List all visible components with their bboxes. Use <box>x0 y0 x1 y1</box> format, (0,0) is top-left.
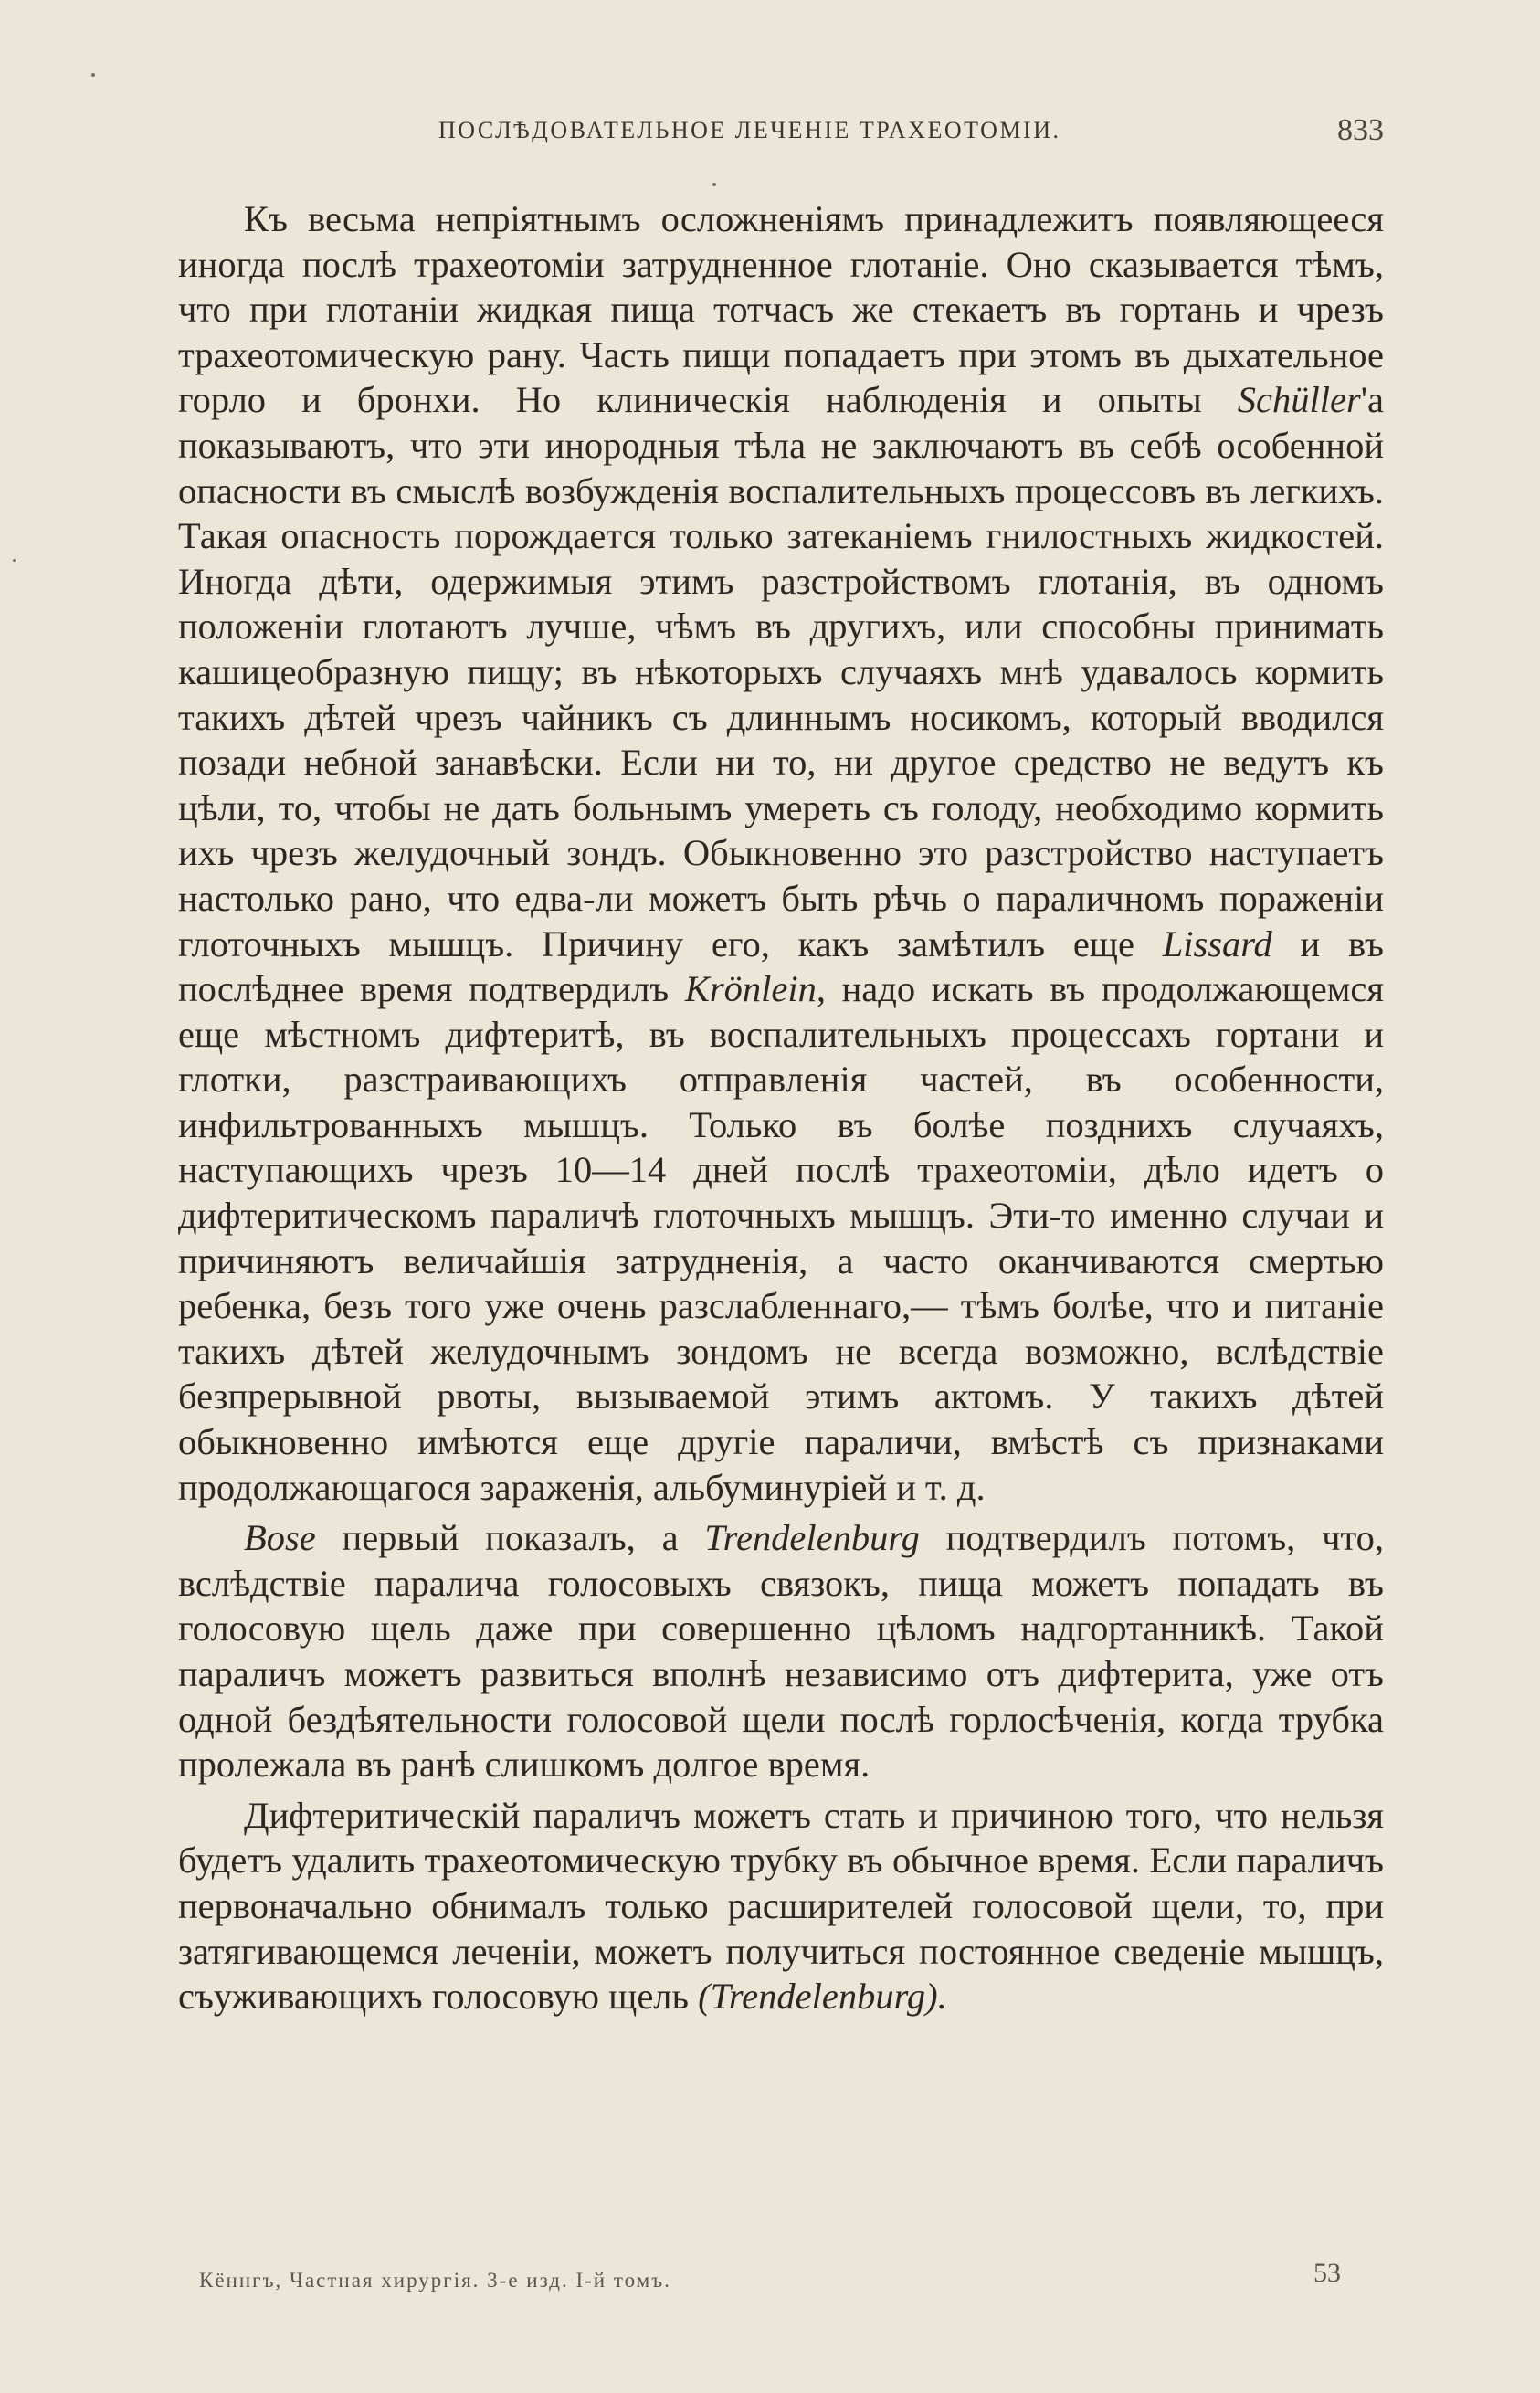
paper-speck <box>13 559 16 562</box>
text-run: первый показалъ, а <box>315 1517 705 1559</box>
paper-speck <box>91 73 95 77</box>
text-run: и въ послѣднее время подтвердилъ <box>178 922 1384 1010</box>
author-name: Schüller <box>1237 379 1361 421</box>
page-number: 833 <box>1337 113 1384 147</box>
text-run: , надо искать въ продолжающемся еще мѣстномъ дифтеритѣ, въ воспалительныхъ процессахъ гортани и глотки, разстраивающихъ отправленія частей, въ особенности, инфильтрованныхъ мышцъ. Только въ болѣе позднихъ случаяхъ, наступающихъ чрезъ 10—14 дней послѣ трахеотоміи, дѣло идетъ о дифтеритическомъ параличѣ глоточныхъ мышцъ. Эти-то именно случаи и причиняютъ величайшія затрудненія, а часто оканчиваются смертью ребенка, безъ того уже очень разслабленнаго,— тѣмъ болѣе, что и питаніе такихъ дѣтей желудочнымъ зондомъ не всегда возможно, вслѣдствіе безпрерывной рвоты, вызываемой этимъ актомъ. У такихъ дѣтей обыкновенно имѣются еще другіе параличи, вмѣстѣ съ признаками продолжающагося зараженія, альбуминуріей и т. д. <box>178 968 1384 1508</box>
paragraph <box>178 196 1384 1510</box>
paragraph <box>178 1515 1384 1787</box>
author-name: Krönlein <box>684 968 817 1010</box>
text-run: подтвердилъ потомъ, что, вслѣдствіе паралича голосовыхъ связокъ, пища можетъ попадать въ голосовую щель даже при совершенно цѣломъ надгортанникѣ. Такой параличъ можетъ развиться вполнѣ независимо отъ дифтерита, уже отъ одной бездѣятельности голосовой щели послѣ горлосѣченія, когда трубка пролежала въ ранѣ слишкомъ долгое время. <box>178 1517 1384 1786</box>
author-name: Lissard <box>1162 922 1272 965</box>
text-run: 'а показываютъ, что эти инородныя тѣла не заключаютъ въ себѣ особенной опасности въ смыслѣ возбужденія воспалительныхъ процессовъ въ легкихъ. Такая опасность порождается только затеканіемъ гнилостныхъ жидкостей. Иногда дѣти, одержимыя этимъ разстройствомъ глотанія, въ одномъ положеніи глотаютъ лучше, чѣмъ въ другихъ, или способны принимать кашицеобразную пищу; въ нѣкоторыхъ случаяхъ мнѣ удавалось кормить такихъ дѣтей чрезъ чайникъ съ длиннымъ носикомъ, который вводился позади небной занавѣски. Если ни то, ни другое средство не ведутъ къ цѣли, то, чтобы не дать больнымъ умереть съ голоду, необходимо кормить ихъ чрезъ желудочный зондъ. Обыкновенно это разстройство наступаетъ настолько рано, что едва-ли можетъ быть рѣчь о параличномъ пораженіи глоточныхъ мышцъ. Причину его, какъ замѣтилъ еще <box>178 379 1384 965</box>
sheet-number: 53 <box>1313 2258 1341 2288</box>
page-footer <box>199 2258 1341 2300</box>
body-text <box>178 196 1384 2019</box>
paper-speck <box>712 183 716 186</box>
paragraph <box>178 1793 1384 2019</box>
author-name: Bose <box>244 1517 316 1559</box>
printer-signature: Кённгъ, Частная хирургія. 3-е изд. І-й томъ. <box>199 2269 671 2292</box>
text-run: Къ весьма непріятнымъ осложненіямъ принадлежитъ появляющееся иногда послѣ трахеотоміи затрудненное глотаніе. Оно сказывается тѣмъ, что при глотаніи жидкая пища тотчасъ же стекаетъ въ гортань и чрезъ трахеотомическую рану. Часть пищи попадаетъ при этомъ въ дыхательное горло и бронхи. Но клиническія наблюденія и опыты <box>178 198 1384 421</box>
page-header <box>178 113 1384 163</box>
author-name: (Trendelenburg). <box>698 1976 947 2018</box>
author-name: Trendelenburg <box>704 1517 920 1559</box>
running-head: ПОСЛѢДОВАТЕЛЬНОЕ ЛЕЧЕНІЕ ТРАХЕОТОМІИ. <box>438 117 1061 143</box>
text-run: Дифтеритическій параличъ можетъ стать и причиною того, что нельзя будетъ удалить трахеотомическую трубку въ обычное время. Если параличъ первоначально обнималъ только расширителей голосовой щели, то, при затягивающемся леченіи, можетъ получиться постоянное сведеніе мышцъ, съуживающихъ голосовую щель <box>178 1794 1384 2018</box>
